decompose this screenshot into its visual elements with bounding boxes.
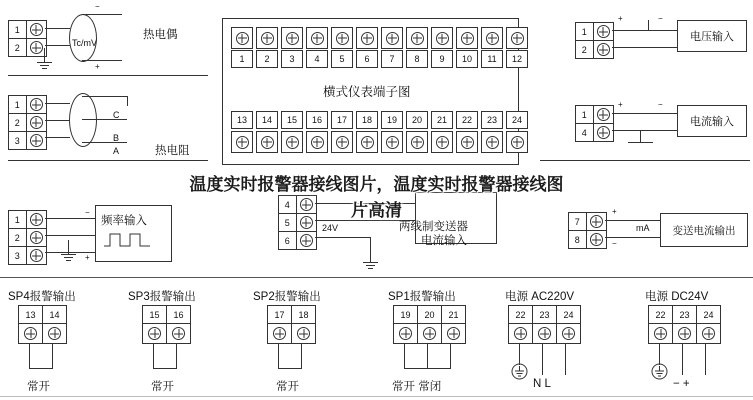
voltage-input-box: 电压输入: [677, 20, 747, 52]
ac220-screw-row: [508, 324, 581, 344]
wire: [29, 368, 53, 369]
wire: [82, 142, 127, 143]
wire: [682, 343, 683, 375]
screw-icon: [30, 98, 43, 111]
terminal-screw: [268, 324, 292, 343]
rtd-symbol: [69, 93, 97, 147]
current-input-box: 电流输入: [677, 105, 747, 137]
terminal-screw: [456, 131, 478, 153]
sp2-title: SP2报警输出: [253, 291, 321, 303]
wire: [176, 343, 177, 368]
terminal-number: 14: [49, 309, 60, 320]
wire: [82, 119, 127, 120]
terminal-number: 1: [9, 21, 27, 38]
wire: [153, 343, 154, 368]
wire: [278, 343, 279, 368]
terminal-number: 3: [9, 247, 27, 264]
signal-label: Tc/mV: [72, 38, 98, 48]
terminal-screw: [406, 131, 428, 153]
wire: [565, 343, 566, 375]
minus-label: −: [658, 14, 663, 23]
terminal-screw: [231, 131, 253, 153]
wire: [612, 30, 677, 31]
screw-icon: [148, 327, 161, 340]
ac220-terminal-group: [508, 305, 581, 344]
terminal-screw: [297, 232, 316, 249]
wire: [612, 130, 677, 131]
screw-icon: [597, 25, 610, 38]
sp2-terminal-group: [267, 305, 316, 344]
terminal-number: 17: [268, 306, 292, 323]
wire: [404, 343, 405, 368]
wire: [45, 235, 95, 236]
wire: [628, 142, 653, 143]
wire: [640, 130, 641, 142]
terminal-row: [279, 232, 316, 249]
wire: [542, 343, 543, 375]
ac220-number-row: [508, 305, 581, 324]
dc24-state: − +: [673, 378, 690, 390]
panel-title: 横式仪表端子图: [323, 85, 411, 99]
top-screw-row: [231, 27, 528, 49]
dc24-title: 电源 DC24V: [645, 291, 709, 303]
terminal-screw: [697, 324, 720, 343]
terminal-number: 15: [281, 111, 303, 129]
rtd-tag-c: C: [113, 110, 120, 120]
terminal-screw: [306, 131, 328, 153]
ac220-title: 电源 AC220V: [505, 291, 575, 303]
terminal-screw: [506, 131, 528, 153]
terminal-number: 22: [649, 306, 673, 323]
terminal-row: [576, 41, 613, 58]
sp4-number-row: [18, 305, 67, 324]
terminal-number: 22: [456, 111, 478, 129]
sp1-title: SP1报警输出: [388, 291, 456, 303]
terminal-number: 23: [673, 306, 697, 323]
terminal-screw: [481, 131, 503, 153]
wire: [705, 343, 706, 375]
sp3-screw-row: [142, 324, 191, 344]
terminal-screw: [27, 132, 46, 149]
terminal-screw: [594, 23, 613, 40]
wire: [153, 368, 177, 369]
footer-line: [0, 396, 753, 397]
sp1-state: 常开 常闭: [392, 381, 442, 393]
screw-icon: [30, 41, 43, 54]
terminal-screw: [533, 324, 557, 343]
sp2-number-row: [267, 305, 316, 324]
screw-icon: [361, 136, 374, 149]
terminal-screw: [557, 324, 580, 343]
watermark-line-1: 温度实时报警器接线图片，温度实时报警器接线图: [189, 175, 564, 194]
terminal-screw: [431, 131, 453, 153]
screw-icon: [597, 43, 610, 56]
terminal-number: 21: [448, 309, 459, 320]
wire: [612, 113, 677, 114]
section-divider: [8, 75, 208, 76]
minus-label: −: [658, 100, 663, 109]
screw-icon: [511, 136, 524, 149]
terminal-number: 2: [9, 39, 27, 56]
minus-label: −: [612, 239, 617, 248]
terminal-number: 18: [298, 309, 309, 320]
terminal-number: 17: [331, 111, 353, 129]
terminal-screw: [27, 229, 46, 246]
terminal-number: 2: [256, 50, 278, 68]
watermark-text: [0, 172, 753, 224]
terminal-screw: [306, 27, 328, 49]
terminal-screw: [594, 124, 613, 141]
screw-icon: [286, 136, 299, 149]
bottom-number-row: [231, 111, 528, 129]
sp4-terminal-group: [18, 305, 67, 344]
earth-ground-icon: [651, 363, 668, 380]
terminal-screw: [27, 96, 46, 113]
terminal-screw: [481, 27, 503, 49]
screw-icon: [702, 327, 715, 340]
terminal-number: 13: [231, 111, 253, 129]
wire: [612, 47, 677, 48]
terminal-number: 1: [576, 23, 594, 40]
terminal-number: 2: [9, 229, 27, 246]
sp1-terminal-group: [393, 305, 466, 344]
sp3-title: SP3报警输出: [128, 291, 196, 303]
terminal-number: 16: [306, 111, 328, 129]
center-terminal-panel: [222, 18, 522, 165]
terminal-number: 3: [281, 50, 303, 68]
terminal-screw: [431, 27, 453, 49]
terminal-screw: [394, 324, 418, 343]
terminal-number: 1: [9, 96, 27, 113]
transmitter-current-input: 电流输入: [421, 235, 467, 247]
bottom-divider: [0, 277, 753, 278]
transmitter-name: 两线制变送器: [399, 221, 468, 233]
terminal-number: 3: [9, 132, 27, 149]
wire: [659, 343, 660, 365]
screw-icon: [461, 32, 474, 45]
bottom-screw-row: [231, 131, 528, 153]
wire: [519, 343, 520, 365]
terminal-number: 6: [356, 50, 378, 68]
wire: [278, 368, 302, 369]
wire: [45, 45, 70, 46]
minus-label: −: [95, 2, 100, 11]
terminal-screw: [43, 324, 66, 343]
sp3-terminal-group: [142, 305, 191, 344]
screw-icon: [336, 136, 349, 149]
screw-icon: [436, 136, 449, 149]
terminal-number: 2: [576, 41, 594, 58]
milliamp-label: mA: [636, 223, 650, 233]
screw-icon: [311, 136, 324, 149]
minus-label: −: [85, 208, 90, 217]
rtd-tag-b: B: [113, 133, 120, 143]
sp3-state: 常开: [151, 381, 174, 393]
terminal-row: [9, 39, 46, 56]
terminal-number: 12: [506, 50, 528, 68]
wire: [82, 60, 122, 61]
wire: [82, 96, 127, 97]
terminal-screw: [587, 231, 606, 248]
terminal-number: 1: [231, 50, 253, 68]
frequency-input-label: 频率输入: [101, 215, 147, 227]
wire: [648, 20, 649, 30]
terminal-number: 19: [381, 111, 403, 129]
sp2-screw-row: [267, 324, 316, 344]
terminal-number: 11: [481, 50, 503, 68]
screw-icon: [597, 126, 610, 139]
terminal-number: 20: [406, 111, 428, 129]
terminal-screw: [594, 41, 613, 58]
terminal-number: 10: [456, 50, 478, 68]
terminal-screw: [673, 324, 697, 343]
sp3-number-row: [142, 305, 191, 324]
left-top-terminal-block: [8, 20, 47, 57]
sp1-number-row: [393, 305, 466, 324]
terminal-number: 24: [506, 111, 528, 129]
terminal-number: 24: [703, 309, 714, 320]
left-mid-terminal-block: [8, 95, 47, 150]
terminal-number: 15: [143, 306, 167, 323]
screw-icon: [597, 108, 610, 121]
wire: [427, 343, 428, 368]
terminal-number: 20: [418, 306, 442, 323]
terminal-row: [576, 23, 613, 41]
terminal-number: 16: [173, 309, 184, 320]
screw-icon: [273, 327, 286, 340]
terminal-row: [576, 124, 613, 141]
terminal-number: 19: [394, 306, 418, 323]
screw-icon: [336, 32, 349, 45]
transmitter-output-box: 变送电流输出: [660, 213, 748, 247]
terminal-screw: [27, 247, 46, 264]
terminal-screw: [292, 324, 315, 343]
screw-icon: [562, 327, 575, 340]
screw-icon: [300, 234, 313, 247]
terminal-screw: [381, 131, 403, 153]
terminal-screw: [406, 27, 428, 49]
screw-icon: [514, 327, 527, 340]
terminal-screw: [594, 106, 613, 123]
screw-icon: [654, 327, 667, 340]
screw-icon: [297, 327, 310, 340]
terminal-screw: [356, 27, 378, 49]
plus-label: +: [618, 14, 623, 23]
screw-icon: [24, 327, 37, 340]
terminal-screw: [167, 324, 190, 343]
screw-icon: [48, 327, 61, 340]
screw-icon: [30, 231, 43, 244]
screw-icon: [30, 249, 43, 262]
terminal-row: [569, 231, 606, 248]
dc24-number-row: [648, 305, 721, 324]
plus-label: +: [85, 253, 90, 262]
wire: [45, 28, 70, 29]
terminal-row: [9, 247, 46, 264]
terminal-number: 7: [569, 213, 587, 230]
screw-icon: [411, 136, 424, 149]
wire: [404, 368, 451, 369]
right-top-terminal-block: [575, 22, 614, 59]
screw-icon: [361, 32, 374, 45]
sp4-title: SP4报警输出: [8, 291, 76, 303]
terminal-screw: [509, 324, 533, 343]
terminal-number: 8: [406, 50, 428, 68]
terminal-screw: [27, 114, 46, 131]
screw-icon: [261, 32, 274, 45]
screw-icon: [30, 116, 43, 129]
dc24-screw-row: [648, 324, 721, 344]
terminal-number: 5: [331, 50, 353, 68]
top-number-row: [231, 50, 528, 68]
terminal-screw: [506, 27, 528, 49]
thermocouple-name: 热电偶: [143, 29, 178, 41]
spacer: [8, 62, 168, 63]
terminal-screw: [19, 324, 43, 343]
section-divider: [540, 160, 750, 161]
terminal-screw: [456, 27, 478, 49]
terminal-row: [9, 96, 46, 114]
terminal-number: 4: [576, 124, 594, 141]
terminal-screw: [381, 27, 403, 49]
terminal-screw: [256, 131, 278, 153]
screw-icon: [436, 32, 449, 45]
terminal-screw: [356, 131, 378, 153]
right-mid-terminal-block: [575, 105, 614, 142]
plus-label: +: [95, 62, 100, 71]
terminal-number: 23: [533, 306, 557, 323]
screw-icon: [236, 136, 249, 149]
screw-icon: [678, 327, 691, 340]
screw-icon: [447, 327, 460, 340]
watermark-line-2: 片高清: [351, 201, 402, 220]
rtd-name: 热电阻: [155, 145, 190, 157]
screw-icon: [386, 136, 399, 149]
terminal-row: [9, 21, 46, 39]
screw-icon: [461, 136, 474, 149]
terminal-number: 5: [279, 214, 297, 231]
terminal-screw: [281, 131, 303, 153]
terminal-number: 18: [356, 111, 378, 129]
terminal-screw: [143, 324, 167, 343]
wire: [450, 343, 451, 368]
screw-icon: [236, 32, 249, 45]
terminal-screw: [27, 21, 46, 38]
screw-icon: [486, 136, 499, 149]
terminal-row: [9, 229, 46, 247]
terminal-number: 1: [9, 211, 27, 228]
plus-label: +: [618, 100, 623, 109]
screw-icon: [30, 134, 43, 147]
wire: [29, 343, 30, 368]
screw-icon: [311, 32, 324, 45]
wire: [301, 343, 302, 368]
terminal-number: 1: [576, 106, 594, 123]
earth-ground-icon: [511, 363, 528, 380]
screw-icon: [386, 32, 399, 45]
plus-label: +: [612, 207, 617, 216]
dc24-terminal-group: [648, 305, 721, 344]
terminal-row: [9, 132, 46, 149]
screw-icon: [511, 32, 524, 45]
sp4-state: 常开: [27, 381, 50, 393]
wire: [127, 96, 128, 106]
screw-icon: [486, 32, 499, 45]
terminal-number: 13: [19, 306, 43, 323]
terminal-screw: [442, 324, 465, 343]
ac220-state: N L: [533, 378, 551, 390]
terminal-number: 4: [279, 196, 297, 213]
terminal-screw: [649, 324, 673, 343]
voltage-24v-label: 24V: [322, 223, 339, 233]
terminal-number: 8: [569, 231, 587, 248]
terminal-number: 22: [509, 306, 533, 323]
screw-icon: [590, 233, 603, 246]
wire: [45, 103, 70, 104]
screw-icon: [286, 32, 299, 45]
terminal-number: 6: [279, 232, 297, 249]
terminal-number: 14: [256, 111, 278, 129]
rtd-tag-a: A: [113, 146, 120, 156]
wire: [605, 237, 660, 238]
terminal-row: [576, 106, 613, 124]
wire: [45, 120, 70, 121]
screw-icon: [399, 327, 412, 340]
sp2-state: 常开: [276, 381, 299, 393]
wire: [52, 343, 53, 368]
screw-icon: [261, 136, 274, 149]
screw-icon: [538, 327, 551, 340]
pulse-waveform-icon: [104, 230, 150, 250]
terminal-screw: [231, 27, 253, 49]
sp4-screw-row: [18, 324, 67, 344]
screw-icon: [423, 327, 436, 340]
section-divider: [8, 160, 208, 161]
terminal-screw: [331, 131, 353, 153]
terminal-number: 9: [431, 50, 453, 68]
screw-icon: [30, 23, 43, 36]
terminal-screw: [331, 27, 353, 49]
terminal-number: 2: [9, 114, 27, 131]
wire: [45, 137, 70, 138]
terminal-number: 4: [306, 50, 328, 68]
terminal-number: 23: [481, 111, 503, 129]
terminal-screw: [418, 324, 442, 343]
terminal-row: [9, 114, 46, 132]
terminal-screw: [281, 27, 303, 49]
sp1-screw-row: [393, 324, 466, 344]
screw-icon: [411, 32, 424, 45]
terminal-screw: [256, 27, 278, 49]
screw-icon: [172, 327, 185, 340]
terminal-number: 7: [381, 50, 403, 68]
wire: [82, 14, 122, 15]
wire: [315, 237, 370, 238]
terminal-number: 24: [563, 309, 574, 320]
terminal-number: 21: [431, 111, 453, 129]
